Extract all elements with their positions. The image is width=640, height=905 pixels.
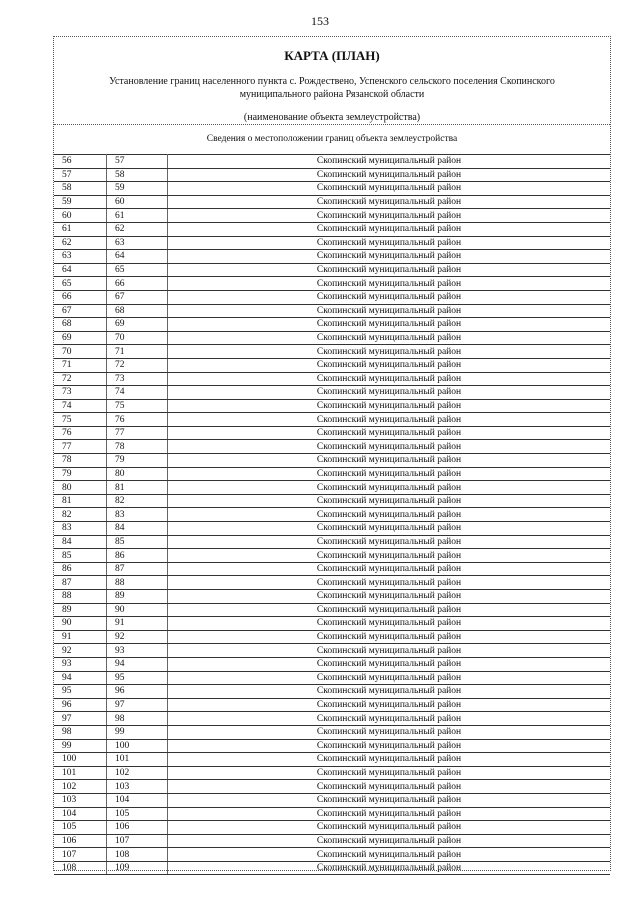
table-row [54,413,610,427]
point-from-cell: 107 [54,848,107,862]
district-cell: Скопинский муниципальный район [168,155,611,169]
point-to-cell: 95 [107,671,168,685]
point-to-cell: 79 [107,454,168,468]
district-cell: Скопинский муниципальный район [168,522,611,536]
table-row [54,440,610,454]
point-from-cell: 96 [54,698,107,712]
point-from-cell: 83 [54,522,107,536]
point-to-cell: 99 [107,725,168,739]
table-row [54,209,610,223]
document-subtitle: Установление границ населенного пункта с. Рождествено, Успенского сельского поселения Скопинского муниципального района Рязанской области [109,76,555,100]
table-row [54,712,610,726]
point-from-cell: 75 [54,413,107,427]
point-from-cell: 79 [54,467,107,481]
point-to-cell: 103 [107,780,168,794]
point-from-cell: 67 [54,304,107,318]
district-cell: Скопинский муниципальный район [168,209,611,223]
point-to-cell: 89 [107,590,168,604]
table-row [54,549,610,563]
point-to-cell: 60 [107,195,168,209]
point-from-cell: 102 [54,780,107,794]
table-row [54,290,610,304]
district-cell: Скопинский муниципальный район [168,712,611,726]
boundary-table-body [54,155,610,875]
district-cell: Скопинский муниципальный район [168,848,611,862]
point-to-cell: 97 [107,698,168,712]
point-to-cell: 64 [107,250,168,264]
table-row [54,793,610,807]
table-row [54,644,610,658]
point-to-cell: 72 [107,358,168,372]
table-row [54,698,610,712]
table-row [54,304,610,318]
district-cell: Скопинский муниципальный район [168,753,611,767]
table-row [54,562,610,576]
point-from-cell: 84 [54,535,107,549]
district-cell: Скопинский муниципальный район [168,386,611,400]
point-to-cell: 57 [107,155,168,169]
point-to-cell: 109 [107,861,168,875]
point-from-cell: 66 [54,290,107,304]
point-to-cell: 83 [107,508,168,522]
district-cell: Скопинский муниципальный район [168,467,611,481]
table-row [54,671,610,685]
district-cell: Скопинский муниципальный район [168,426,611,440]
district-cell: Скопинский муниципальный район [168,454,611,468]
district-cell: Скопинский муниципальный район [168,630,611,644]
point-to-cell: 90 [107,603,168,617]
table-row [54,590,610,604]
table-row [54,807,610,821]
point-to-cell: 98 [107,712,168,726]
table-row [54,780,610,794]
point-from-cell: 85 [54,549,107,563]
point-from-cell: 62 [54,236,107,250]
point-from-cell: 101 [54,766,107,780]
district-cell: Скопинский муниципальный район [168,685,611,699]
point-to-cell: 71 [107,345,168,359]
district-cell: Скопинский муниципальный район [168,780,611,794]
point-to-cell: 101 [107,753,168,767]
point-from-cell: 76 [54,426,107,440]
district-cell: Скопинский муниципальный район [168,440,611,454]
point-from-cell: 87 [54,576,107,590]
district-cell: Скопинский муниципальный район [168,698,611,712]
table-row [54,848,610,862]
table-row [54,535,610,549]
district-cell: Скопинский муниципальный район [168,195,611,209]
document-title: КАРТА (ПЛАН) [284,48,380,63]
point-to-cell: 77 [107,426,168,440]
district-cell: Скопинский муниципальный район [168,549,611,563]
district-cell: Скопинский муниципальный район [168,168,611,182]
table-row [54,318,610,332]
table-row [54,739,610,753]
point-to-cell: 58 [107,168,168,182]
district-cell: Скопинский муниципальный район [168,603,611,617]
table-row [54,182,610,196]
district-cell: Скопинский муниципальный район [168,671,611,685]
point-to-cell: 84 [107,522,168,536]
point-from-cell: 61 [54,222,107,236]
point-from-cell: 93 [54,657,107,671]
district-cell: Скопинский муниципальный район [168,182,611,196]
point-to-cell: 73 [107,372,168,386]
table-row [54,617,610,631]
district-cell: Скопинский муниципальный район [168,657,611,671]
point-from-cell: 89 [54,603,107,617]
point-from-cell: 64 [54,263,107,277]
district-cell: Скопинский муниципальный район [168,617,611,631]
table-row [54,399,610,413]
point-from-cell: 82 [54,508,107,522]
district-cell: Скопинский муниципальный район [168,644,611,658]
point-to-cell: 105 [107,807,168,821]
table-row [54,753,610,767]
point-to-cell: 96 [107,685,168,699]
point-to-cell: 104 [107,793,168,807]
point-from-cell: 100 [54,753,107,767]
point-from-cell: 106 [54,834,107,848]
point-to-cell: 81 [107,481,168,495]
district-cell: Скопинский муниципальный район [168,494,611,508]
table-row [54,834,610,848]
district-cell: Скопинский муниципальный район [168,372,611,386]
table-row [54,725,610,739]
table-row [54,236,610,250]
district-cell: Скопинский муниципальный район [168,318,611,332]
district-cell: Скопинский муниципальный район [168,413,611,427]
table-row [54,331,610,345]
point-to-cell: 67 [107,290,168,304]
district-cell: Скопинский муниципальный район [168,358,611,372]
point-to-cell: 65 [107,263,168,277]
point-to-cell: 74 [107,386,168,400]
page-number: 153 [311,14,329,28]
district-cell: Скопинский муниципальный район [168,725,611,739]
district-cell: Скопинский муниципальный район [168,277,611,291]
table-row [54,603,610,617]
point-to-cell: 86 [107,549,168,563]
point-to-cell: 62 [107,222,168,236]
point-from-cell: 68 [54,318,107,332]
point-from-cell: 71 [54,358,107,372]
district-cell: Скопинский муниципальный район [168,590,611,604]
point-to-cell: 106 [107,821,168,835]
point-to-cell: 80 [107,467,168,481]
point-from-cell: 95 [54,685,107,699]
table-row [54,454,610,468]
district-cell: Скопинский муниципальный район [168,576,611,590]
point-to-cell: 91 [107,617,168,631]
point-from-cell: 60 [54,209,107,223]
district-cell: Скопинский муниципальный район [168,222,611,236]
district-cell: Скопинский муниципальный район [168,290,611,304]
table-row [54,222,610,236]
district-cell: Скопинский муниципальный район [168,834,611,848]
table-row [54,630,610,644]
point-from-cell: 65 [54,277,107,291]
table-row [54,250,610,264]
table-row [54,576,610,590]
district-cell: Скопинский муниципальный район [168,535,611,549]
point-from-cell: 88 [54,590,107,604]
district-cell: Скопинский муниципальный район [168,481,611,495]
point-from-cell: 63 [54,250,107,264]
district-cell: Скопинский муниципальный район [168,331,611,345]
point-from-cell: 80 [54,481,107,495]
district-cell: Скопинский муниципальный район [168,739,611,753]
table-row [54,263,610,277]
district-cell: Скопинский муниципальный район [168,399,611,413]
district-cell: Скопинский муниципальный район [168,861,611,875]
point-from-cell: 73 [54,386,107,400]
table-row [54,467,610,481]
table-row [54,766,610,780]
point-from-cell: 70 [54,345,107,359]
table-row [54,522,610,536]
point-to-cell: 85 [107,535,168,549]
point-from-cell: 78 [54,454,107,468]
point-to-cell: 100 [107,739,168,753]
point-to-cell: 82 [107,494,168,508]
table-row [54,358,610,372]
point-to-cell: 68 [107,304,168,318]
table-row [54,657,610,671]
point-from-cell: 105 [54,821,107,835]
point-from-cell: 104 [54,807,107,821]
point-to-cell: 59 [107,182,168,196]
point-from-cell: 56 [54,155,107,169]
point-from-cell: 108 [54,861,107,875]
table-row [54,508,610,522]
table-row [54,685,610,699]
district-cell: Скопинский муниципальный район [168,263,611,277]
district-cell: Скопинский муниципальный район [168,250,611,264]
point-to-cell: 102 [107,766,168,780]
district-cell: Скопинский муниципальный район [168,766,611,780]
district-cell: Скопинский муниципальный район [168,304,611,318]
table-row [54,155,610,169]
point-to-cell: 70 [107,331,168,345]
point-to-cell: 94 [107,657,168,671]
district-cell: Скопинский муниципальный район [168,821,611,835]
point-from-cell: 86 [54,562,107,576]
point-from-cell: 74 [54,399,107,413]
table-row [54,481,610,495]
point-from-cell: 57 [54,168,107,182]
point-to-cell: 75 [107,399,168,413]
point-from-cell: 94 [54,671,107,685]
point-to-cell: 92 [107,630,168,644]
point-from-cell: 91 [54,630,107,644]
table-row [54,861,610,875]
table-row [54,168,610,182]
point-from-cell: 103 [54,793,107,807]
point-from-cell: 98 [54,725,107,739]
table-row [54,821,610,835]
point-from-cell: 90 [54,617,107,631]
table-row [54,426,610,440]
point-from-cell: 72 [54,372,107,386]
section-header: Сведения о местоположении границ объекта землеустройства [206,134,458,144]
point-to-cell: 78 [107,440,168,454]
point-from-cell: 92 [54,644,107,658]
table-row [54,345,610,359]
point-from-cell: 59 [54,195,107,209]
point-from-cell: 97 [54,712,107,726]
table-row [54,195,610,209]
point-to-cell: 63 [107,236,168,250]
document-frame [53,36,611,874]
point-to-cell: 107 [107,834,168,848]
object-caption: (наименование объекта землеустройства) [243,112,421,123]
table-row [54,494,610,508]
point-to-cell: 88 [107,576,168,590]
boundary-table [54,154,610,875]
point-to-cell: 87 [107,562,168,576]
point-to-cell: 93 [107,644,168,658]
point-from-cell: 58 [54,182,107,196]
district-cell: Скопинский муниципальный район [168,793,611,807]
point-to-cell: 108 [107,848,168,862]
point-from-cell: 69 [54,331,107,345]
district-cell: Скопинский муниципальный район [168,807,611,821]
point-to-cell: 66 [107,277,168,291]
district-cell: Скопинский муниципальный район [168,345,611,359]
district-cell: Скопинский муниципальный район [168,562,611,576]
point-to-cell: 61 [107,209,168,223]
point-from-cell: 77 [54,440,107,454]
table-row [54,386,610,400]
district-cell: Скопинский муниципальный район [168,236,611,250]
point-to-cell: 76 [107,413,168,427]
district-cell: Скопинский муниципальный район [168,508,611,522]
point-from-cell: 99 [54,739,107,753]
point-from-cell: 81 [54,494,107,508]
table-row [54,372,610,386]
table-row [54,277,610,291]
point-to-cell: 69 [107,318,168,332]
